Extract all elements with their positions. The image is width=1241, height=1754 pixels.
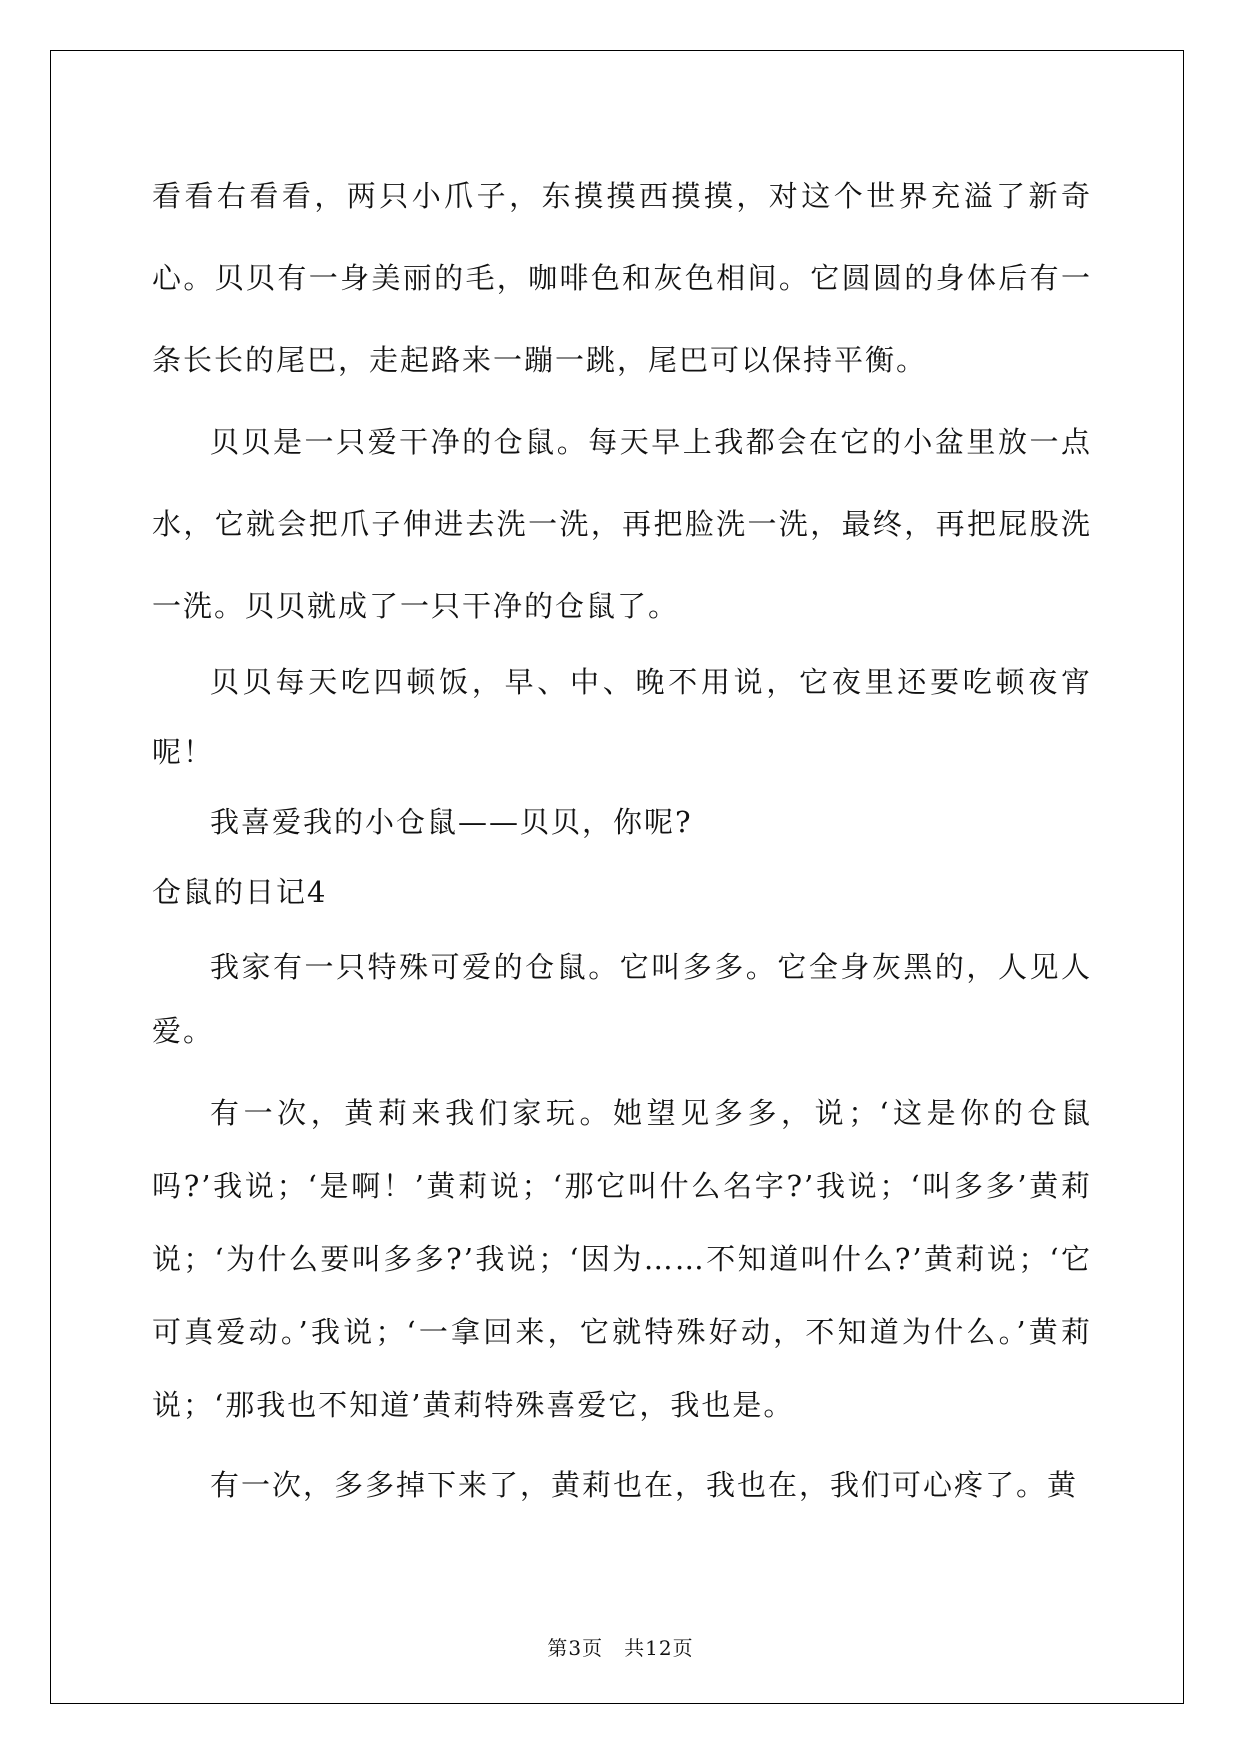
- paragraph-clean-hamster: 贝贝是一只爱干净的仓鼠。每天早上我都会在它的小盆里放一点水，它就会把爪子伸进去洗一洗，再把脸洗一洗，最终，再把屁股洗一洗。贝贝就成了一只干净的仓鼠了。: [152, 425, 1092, 623]
- page-number: 第3页 共12页: [547, 1636, 694, 1660]
- paragraph-fall: 有一次，多多掉下来了，黄莉也在，我也在，我们可心疼了。黄: [210, 1468, 1079, 1502]
- paragraph-intro-duoduo: 我家有一只特殊可爱的仓鼠。它叫多多。它全身灰黑的，人见人爱。: [152, 950, 1092, 1048]
- paragraph-continued: 看看右看看，两只小爪子，东摸摸西摸摸，对这个世界充溢了新奇心。贝贝有一身美丽的毛，咖啡色和灰色相间。它圆圆的身体后有一条长长的尾巴，走起路来一蹦一跳，尾巴可以保持平衡。: [152, 179, 1092, 377]
- document-body: [152, 155, 1092, 1528]
- paragraph-dialogue: 有一次，黄莉来我们家玩。她望见多多，说；‘这是你的仓鼠吗?’我说；‘是啊！’黄莉说；‘那它叫什么名字?’我说；‘叫多多’黄莉说；‘为什么要叫多多?’我说；‘因为……不知道叫什么?’黄莉说；‘它可真爱动。’我说；‘一拿回来，它就特殊好动，不知道为什么。’黄莉说；‘那我也不知道’黄莉特殊喜爱它，我也是。: [152, 1096, 1092, 1422]
- paragraph-closing-question: 我喜爱我的小仓鼠——贝贝，你呢?: [210, 805, 693, 839]
- paragraph-four-meals: 贝贝每天吃四顿饭，早、中、晚不用说，它夜里还要吃顿夜宵呢！: [152, 665, 1092, 769]
- section-title: 仓鼠的日记4: [152, 875, 328, 909]
